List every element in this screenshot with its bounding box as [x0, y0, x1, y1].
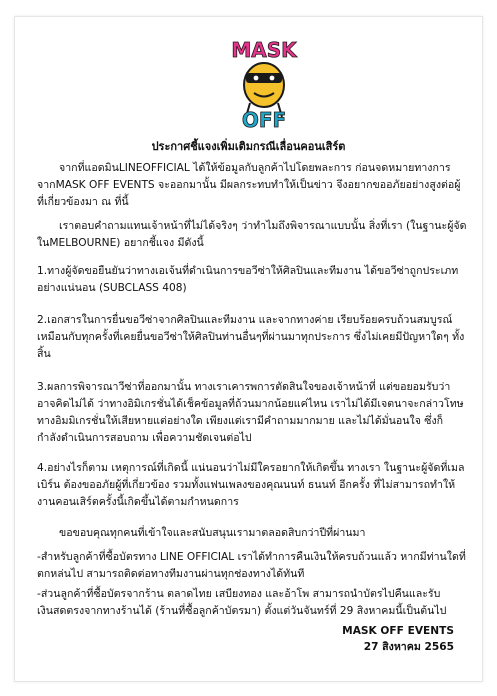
logo-text-mask: MASK	[231, 38, 297, 62]
paragraph-thanks: ขอขอบคุณทุกคนที่เข้าใจและสนับสนุนเรามาตลอดสิบกว่าปีที่ผ่านมา	[59, 527, 366, 539]
signature-org: MASK OFF EVENTS	[342, 625, 454, 637]
paragraph-point-2: 2.เอกสารในการยื่นขอวีซ่าจากศิลปินและทีมงาน และจากทางค่าย เรียบร้อยครบถ้วนสมบูรณ์ เหมือนกับทุกครั้งที่เคยยื่นขอวีซ่าให้ศิลปินท่านอื่นๆที่ผ่านมาทุกประการ ซึ่งไม่เคยมีปัญหาใดๆ ทั้งสิ้น	[37, 314, 465, 360]
paragraph-refund-store: -ส่วนลูกค้าที่ซื้อบัตรจากร้าน ตลาดไทย เสบียงทอง และอ้าโพ สามารถนำบัตรไปคืนและรับเงินสดตรงจากทางร้านได้ (ร้านที่ซื้อลูกค้าบัตรมา) ตั้งแต่วันจันทร์ที่ 29 สิงหาคมนี้เป็นต้นไป	[37, 588, 447, 617]
mask-off-logo	[220, 37, 308, 129]
signature-date: 27 สิงหาคม 2565	[363, 641, 454, 653]
paragraph-intro: จากที่แอดมินLINEOFFICIAL ได้ให้ข้อมูลกับลูกค้าไปโดยพละการ ก่อนจดหมายทางการจากMASK OFF EVENTS จะออกมานั้น มีผลกระทบทำให้เป็นข่าว จึงอยากขออภัยอย่างสูงต่อผู้ที่เกี่ยวข้องมา ณ ที่นี้	[37, 162, 461, 208]
announcement-title: ประกาศชี้แจงเพิ่มเติมกรณีเลื่อนคอนเสิร์ต	[151, 140, 346, 153]
paragraph-point-4: 4.อย่างไรก็ตาม เหตุการณ์ที่เกิดนี้ แน่นอนว่าไม่มีใครอยากให้เกิดขึ้น ทางเรา ในฐานะผู้จัดที่เมลเบิร์น ต้องขออภัยผู้ที่เกี่ยวข้อง รวมทั้งแฟนเพลงของคุณนนท์ ธนนท์ อีกครั้ง ที่ไม่สามารถทำให้งานคอนเสิร์ตครั้งนี้เกิดขึ้นได้ตามกำหนดการ	[37, 462, 465, 508]
logo-text-off: OFF	[241, 108, 287, 129]
paragraph-point-3: 3.ผลการพิจารณาวีซ่าที่ออกมานั้น ทางเราเคารพการตัดสินใจของเจ้าหน้าที่ แต่ขอยอมรับว่าอาจคิดไม่ได้ ว่าทางอิมิเกรชั่นได้เช็คข้อมูลที่ถ้วนมากน้อยแค่ไหน เราไม่ได้มีเจตนาจะกล่าวโทษทางอิมมิเกรชั่นให้เสียหายแต่อย่างใด เพียงแต่เรามีคำถามมากมาย และไม่ได้มั่นอนใจ ซึ่งก็กำลังดำเนินการสอบถาม เพื่อความชัดเจนต่อไป	[37, 381, 464, 444]
paragraph-point-1: 1.ทางผู้จัดขอยืนยันว่าทางเอเจ้นที่ดำเนินการขอวีซ่าให้ศิลปินและทีมงาน ได้ขอวีซ่าถูกประเภทอย่างแน่นอน (SUBCLASS 408)	[37, 265, 459, 294]
signature-block	[342, 623, 454, 655]
paragraph-refund-line: -สำหรับลูกค้าที่ซื้อบัตรทาง LINE OFFICIAL เราได้ทำการคืนเงินให้ครบถ้วนแล้ว หากมีท่านใดที่ตกหล่นไป สามารถติดต่อทางทีมงานผ่านทุกช่องทางได้ทันที	[37, 551, 466, 580]
paragraph-clarify: เราตอบคำถามแทนเจ้าหน้าที่ไม่ได้จริงๆ ว่าทำไมถึงพิจารณาแบบนั้น สิ่งที่เรา (ในฐานะผู้จัดในMELBOURNE) อยากชี้แจง มีดังนี้	[37, 220, 467, 249]
announcement-page	[14, 16, 483, 682]
